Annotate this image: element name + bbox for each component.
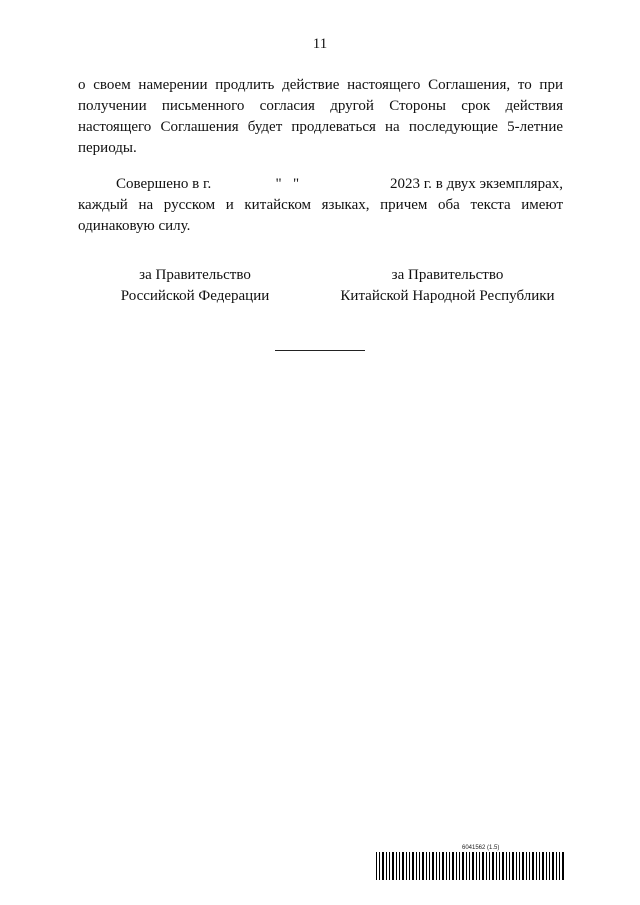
signature-left-line1: за Правительство — [139, 267, 251, 283]
end-rule — [275, 350, 365, 351]
signature-block-russia — [100, 265, 290, 307]
signature-block-china — [330, 265, 565, 307]
page-number: 11 — [312, 36, 328, 52]
signature-left-line2: Российской Федерации — [120, 288, 270, 304]
paragraph-extension-clause: о своем намерении продлить действие настоящего Соглашения, то при получении письменного согласия другой Стороны срок действия настоящего Соглашения будет продлеваться на последующие 5-летние периоды. — [78, 77, 563, 156]
barcode — [376, 852, 564, 880]
signature-right-line1: за Правительство — [391, 267, 504, 283]
signature-right-line2: Китайской Народной Республики — [340, 288, 555, 304]
paragraph-done-at: Совершено в г. " " 2023 г. в двух экземплярах, каждый на русском и китайском языках, причем оба текста имеют одинаковую силу. — [78, 176, 567, 234]
barcode-label: 6041562 (1.5) — [462, 845, 500, 851]
